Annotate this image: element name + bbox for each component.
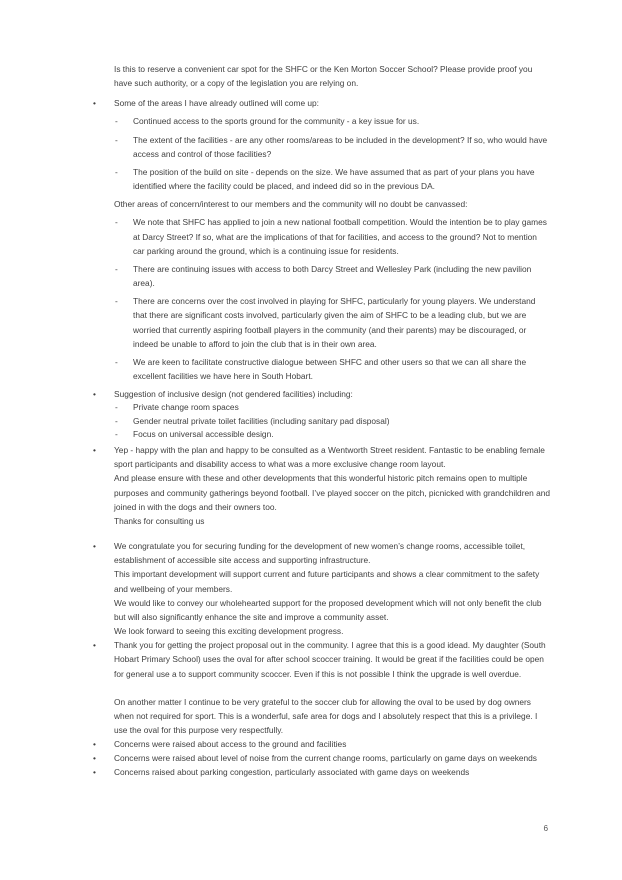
dash-private-change-rooms	[88, 401, 550, 414]
bullet-congratulate	[88, 539, 550, 567]
bullet-text: Thank you for getting the project proposal out in the community. I agree that this is a good idead. My daughter (South Hobart Primary School) uses the oval for after school scoccer training. It would be great if the facilities could be open for general use a to support community scoccer. Even if this is not possible I think the upgrade is well overdue.	[114, 640, 546, 679]
paragraph-look-forward: We look forward to seeing this exciting development progress.	[114, 626, 344, 637]
bullet-icon: •	[93, 98, 96, 109]
dash-cost-concerns	[88, 294, 550, 351]
dash-text: We note that SHFC has applied to join a new national football competition. Would the intention be to play games at Darcy Street? If so, what are the implications of that for facilities, and access to the ground? Not to mention car parking around the ground, which is a continuing issue for residents.	[133, 217, 547, 256]
dash-text: Gender neutral private toilet facilities (including sanitary pad disposal)	[133, 415, 390, 426]
dash-text: There are continuing issues with access to both Darcy Street and Wellesley Park (including the new pavilion area).	[133, 263, 532, 289]
dash-icon: -	[115, 134, 118, 145]
bullet-yep-happy	[88, 443, 550, 471]
dash-gender-neutral-toilets	[88, 415, 550, 428]
bullet-text: Concerns were raised about level of noise from the current change rooms, particularly on game days on weekends	[114, 753, 537, 764]
paragraph-please-ensure: And please ensure with these and other developments that this wonderful historic pitch remains open to multiple purposes and community gatherings beyond football. I’ve played soccer on the pitch, picnicked with grandchildren and joined in with the dogs and their owners too.	[114, 473, 550, 512]
bullet-text: We congratulate you for securing funding for the development of new women’s change rooms, accessible toilet, establishment of accessible site access and supporting infrastructure.	[114, 541, 526, 566]
bullet-icon: •	[93, 640, 96, 651]
dash-text: The position of the build on site - depends on the size. We have assumed that as part of your plans you have identified where the facility could be placed, and indeed did so in the previous DA.	[133, 166, 535, 192]
dash-icon: -	[115, 166, 118, 177]
bullet-inclusive-design	[88, 387, 550, 401]
bullet-icon: •	[93, 739, 96, 750]
dash-constructive-dialogue	[88, 355, 550, 383]
bullet-text: Concerns were raised about access to the ground and facilities	[114, 739, 347, 750]
paragraph-intro: Is this to reserve a convenient car spot for the SHFC or the Ken Morton Soccer School? Please provide proof you have such authority, or a copy of the legislation you are relying on.	[114, 64, 533, 89]
dash-text: Continued access to the sports ground for the community - a key issue for us.	[133, 116, 420, 127]
dash-extent-facilities	[88, 133, 550, 161]
dash-icon: -	[115, 116, 118, 127]
bullet-icon: •	[93, 445, 96, 456]
spacer-blank-line	[88, 681, 550, 695]
dash-position-build	[88, 165, 550, 193]
bullet-text: Yep - happy with the plan and happy to be consulted as a Wentworth Street resident. Fantastic to be enabling female sport participants and disability access to what was a more exclusive change room layout.	[114, 445, 545, 470]
dash-icon: -	[115, 356, 118, 367]
bullet-icon: •	[93, 767, 96, 778]
bullet-text: Concerns raised about parking congestion, particularly associated with game days on weekends	[114, 767, 470, 778]
dash-text: We are keen to facilitate constructive dialogue between SHFC and other users so that we can all share the excellent facilities we have here in South Hobart.	[133, 356, 527, 381]
dash-text: Private change room spaces	[133, 402, 239, 413]
dash-icon: -	[115, 296, 118, 307]
dash-universal-design	[88, 428, 550, 441]
dash-text: There are concerns over the cost involved in playing for SHFC, particularly for young players. We understand that there are significant costs involved, particularly given the aim of SHFC to be a leading club, but we are worried that currently aspiring football players in the community (and their parents) may be discouraged, or indeed be unable to afford to join the club that is in their own area.	[133, 296, 536, 349]
bullet-concerns-parking	[88, 765, 550, 779]
dash-icon: -	[115, 402, 118, 413]
dash-text: The extent of the facilities - are any other rooms/areas to be included in the development? If so, who would have access and control of those facilities?	[133, 134, 548, 159]
bullet-thank-you-proposal	[88, 638, 550, 680]
bullet-icon: •	[93, 541, 96, 552]
paragraph-other-areas: Other areas of concern/interest to our members and the community will no doubt be canvassed:	[114, 199, 468, 210]
bullet-concerns-noise	[88, 751, 550, 765]
document-body	[88, 62, 550, 780]
paragraph-important-development: This important development will support current and future participants and shows a clear commitment to the safety and wellbeing of your members.	[114, 569, 540, 594]
bullet-icon: •	[93, 389, 96, 400]
bullet-concerns-access	[88, 737, 550, 751]
dash-icon: -	[115, 263, 118, 274]
bullet-areas-outlined	[88, 96, 550, 110]
bullet-text: Suggestion of inclusive design (not gendered facilities) including:	[114, 389, 353, 400]
dash-icon: -	[115, 415, 118, 426]
dash-continued-access	[88, 114, 550, 128]
bullet-text: Some of the areas I have already outlined will come up:	[114, 98, 320, 109]
paragraph-another-matter: On another matter I continue to be very grateful to the soccer club for allowing the oval to be used by dog owners when not required for sport. This is a wonderful, safe area for dogs and I absolutely respect that this is a privilege. I use the oval for this purpose very respectfully.	[114, 696, 538, 735]
page-number: 6	[543, 824, 548, 833]
paragraph-thanks-consulting: Thanks for consulting us	[114, 515, 205, 526]
paragraph-wholehearted-support: We would like to convey our wholehearted support for the proposed development which will not only benefit the club but will also significantly enhance the site and improve a community asset.	[114, 597, 542, 622]
dash-text: Focus on universal accessible design.	[133, 428, 274, 439]
dash-access-issues	[88, 262, 550, 290]
spacer	[88, 528, 550, 539]
dash-national-competition	[88, 215, 550, 257]
dash-icon: -	[115, 428, 118, 439]
dash-icon: -	[115, 217, 118, 228]
bullet-icon: •	[93, 753, 96, 764]
